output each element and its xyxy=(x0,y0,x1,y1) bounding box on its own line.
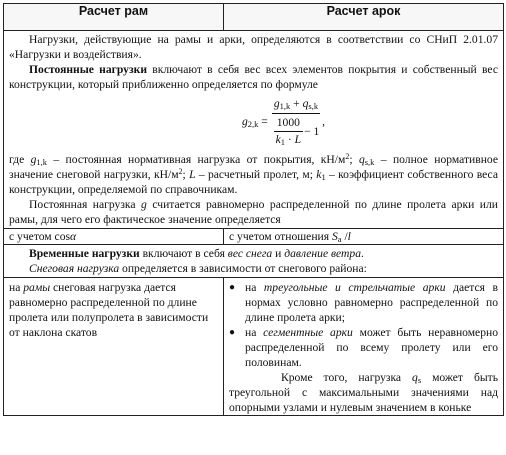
snow-load-paragraph: Снеговая нагрузка определяется в зависимости от снегового района: xyxy=(29,262,367,275)
temporary-loads-paragraph: Временные нагрузки включают в себя вес снега и давление ветра. xyxy=(29,247,364,260)
snow-detail-row xyxy=(4,278,504,416)
intro-paragraph: Нагрузки, действующие на рамы и арки, определяются в соответствии со СНиП 2.01.07 «Нагрузки и воздействия». xyxy=(9,33,498,61)
bullet-icon: ● xyxy=(229,282,236,293)
formula-inner-fraction: $\frac{1000}{k_1 \cdot L}$ xyxy=(275,115,302,147)
list-item: ● на треугольные и стрельчатые арки дается в нормах условно равномерно распределенной по длине пролета арки; xyxy=(229,281,499,324)
formula: $g_{2,k}$ = $g_{1,k} + q_{s,k}$ $\frac{1000}{k_1 \cdot L}$ − 1 , xyxy=(241,96,325,147)
triangular-load-paragraph: Кроме того, нагрузка $q_s$ может быть треугольной с максимальными значениями над опорными узлами и нулевым значением в коньке xyxy=(229,371,498,414)
permanent-loads-paragraph: Постоянные нагрузки включают в себя вес всех элементов покрытия и собственный вес конструкции, который приближенно определяется по формуле xyxy=(9,63,498,91)
arches-snow-cell xyxy=(224,278,504,416)
column-header-frames: Расчет рам xyxy=(4,4,224,31)
formula-denominator: $\frac{1000}{k_1 \cdot L}$ − 1 xyxy=(273,114,320,147)
frames-account-cell: с учетом cosα xyxy=(4,229,224,245)
temporary-section xyxy=(4,245,504,278)
comparison-table xyxy=(3,3,504,416)
common-section xyxy=(4,31,504,229)
account-row xyxy=(4,229,504,245)
distribution-paragraph: Постоянная нагрузка g считается равномерно распределенной по длине пролета арки или рамы, для чего его фактическое значение определяется xyxy=(9,198,498,226)
common-section-row xyxy=(4,31,504,229)
arches-account-cell: с учетом отношения $S_a$ /l xyxy=(224,229,504,245)
formula-legend: где $g_{1,k}$ – постоянная нормативная нагрузка от покрытия, $кН/м^2$; $q_{s,k}$ – полное нормативное значение снеговой нагрузки, $кН/м^2$; L – расчетный пролет, м; $k_1$ – коэффициент собственного веса конструкции, определяемой по справочникам. xyxy=(9,152,498,196)
formula-fraction xyxy=(272,96,320,147)
temporary-section-row xyxy=(4,245,504,278)
bullet-icon: ● xyxy=(229,327,236,338)
frames-snow-cell: на рамы снеговая нагрузка дается равномерно распределенной по длине пролета или полупролета в зависимости от наклона скатов xyxy=(4,278,224,416)
column-header-arches: Расчет арок xyxy=(224,4,504,31)
list-item: ● на сегментные арки может быть неравномерно распределенной по всему пролету или его половинам. xyxy=(229,326,499,369)
permanent-loads-term: Постоянные нагрузки xyxy=(29,63,148,76)
formula-numerator: $g_{1,k} + q_{s,k}$ xyxy=(272,96,320,114)
header-row xyxy=(4,4,504,31)
